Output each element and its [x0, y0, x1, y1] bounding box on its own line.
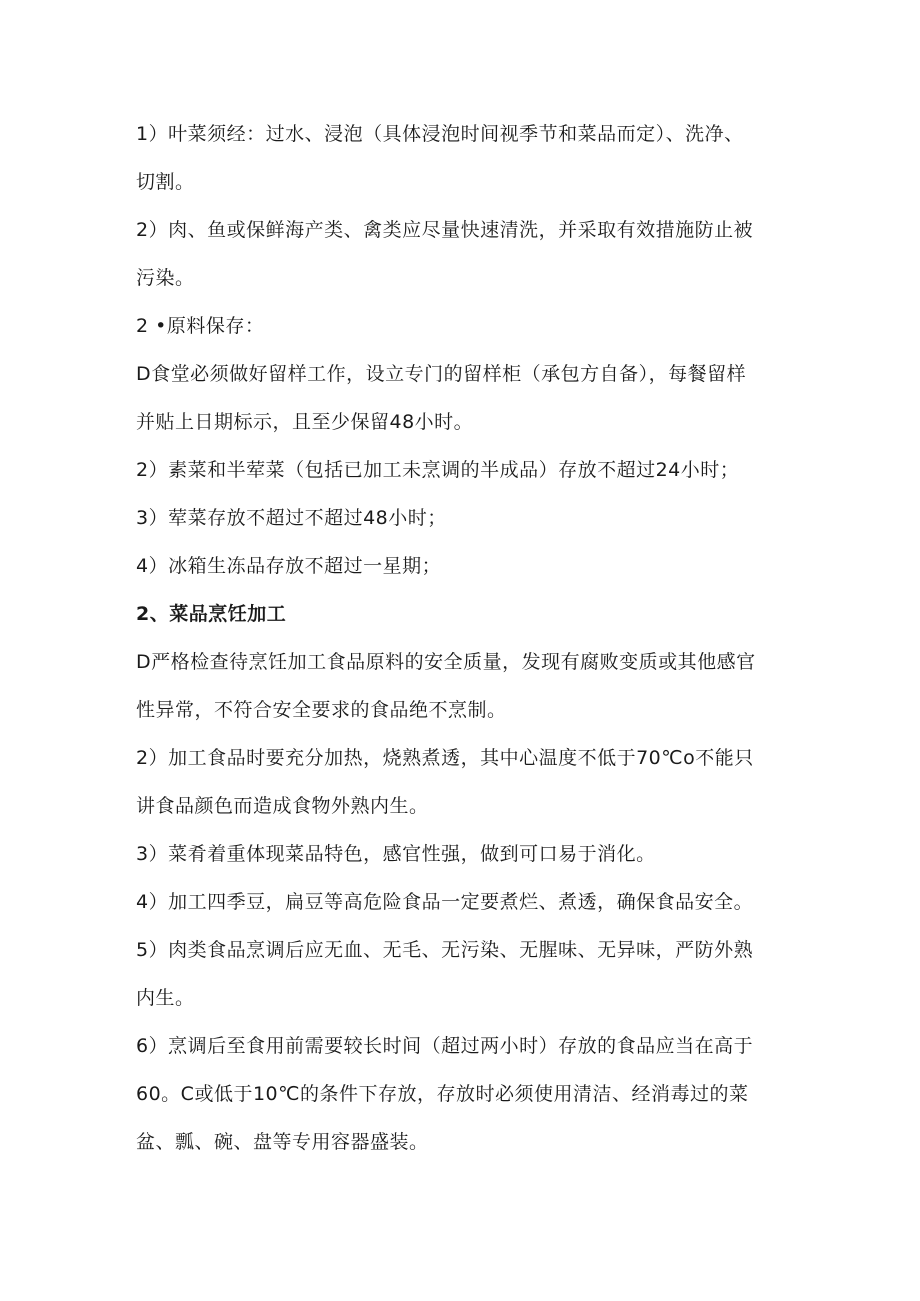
section-heading-cooking	[136, 590, 796, 638]
text-line: 2）素菜和半荤菜（包括已加工未烹调的半成品）存放不超过24小时；	[136, 459, 740, 481]
text-line: 性异常，不符合安全要求的食品绝不烹制。	[136, 699, 507, 721]
text-line: 2）肉、鱼或保鲜海产类、禽类应尽量快速清洗，并采取有效措施防止被	[136, 219, 754, 241]
paragraph-meat-fish	[136, 206, 796, 302]
paragraph-leafy-veg	[136, 110, 796, 206]
paragraph-raw-storage-title	[136, 302, 796, 350]
text-line: 切割。	[136, 171, 195, 193]
document-body	[136, 110, 796, 1166]
text-line: 讲食品颜色而造成食物外熟内生。	[136, 795, 429, 817]
text-line: 6）烹调后至食用前需要较长时间（超过两小时）存放的食品应当在高于	[136, 1035, 754, 1057]
paragraph-meat-storage	[136, 494, 796, 542]
text-line: 内生。	[136, 987, 195, 1009]
heading-text: 2、菜品烹饪加工	[136, 603, 287, 625]
paragraph-beans	[136, 878, 796, 926]
paragraph-meat-cooking	[136, 926, 796, 1022]
paragraph-inspect-ingredients	[136, 638, 796, 734]
text-line: 2 •原料保存：	[136, 315, 265, 337]
text-line: 3）菜肴着重体现菜品特色，感官性强，做到可口易于消化。	[136, 843, 656, 865]
text-line: 5）肉类食品烹调后应无血、无毛、无污染、无腥味、无异味，严防外熟	[136, 939, 754, 961]
paragraph-veg-storage	[136, 446, 796, 494]
paragraph-heating	[136, 734, 796, 830]
paragraph-sample-retention	[136, 350, 796, 446]
text-line: 3）荤菜存放不超过不超过48小时；	[136, 507, 447, 529]
text-line: 2）加工食品时要充分加热，烧熟煮透，其中心温度不低于70℃o不能只	[136, 747, 754, 769]
text-line: 4）冰箱生冻品存放不超过一星期；	[136, 555, 442, 577]
paragraph-cooked-storage	[136, 1022, 796, 1166]
text-line: 污染。	[136, 267, 195, 289]
text-line: 1）叶菜须经：过水、浸泡（具体浸泡时间视季节和菜品而定）、洗净、	[136, 123, 744, 145]
paragraph-frozen-storage	[136, 542, 796, 590]
text-line: D严格检查待烹饪加工食品原料的安全质量，发现有腐败变质或其他感官	[136, 651, 756, 673]
text-line: 并贴上日期标示，且至少保留48小时。	[136, 411, 474, 433]
text-line: 4）加工四季豆，扁豆等高危险食品一定要煮烂、煮透，确保食品安全。	[136, 891, 754, 913]
text-line: D食堂必须做好留样工作，设立专门的留样柜（承包方自备），每餐留样	[136, 363, 747, 385]
text-line: 60。C或低于10℃的条件下存放，存放时必须使用清洁、经消毒过的菜	[136, 1083, 749, 1105]
text-line: 盆、瓢、碗、盘等专用容器盛装。	[136, 1131, 429, 1153]
paragraph-dish-features	[136, 830, 796, 878]
